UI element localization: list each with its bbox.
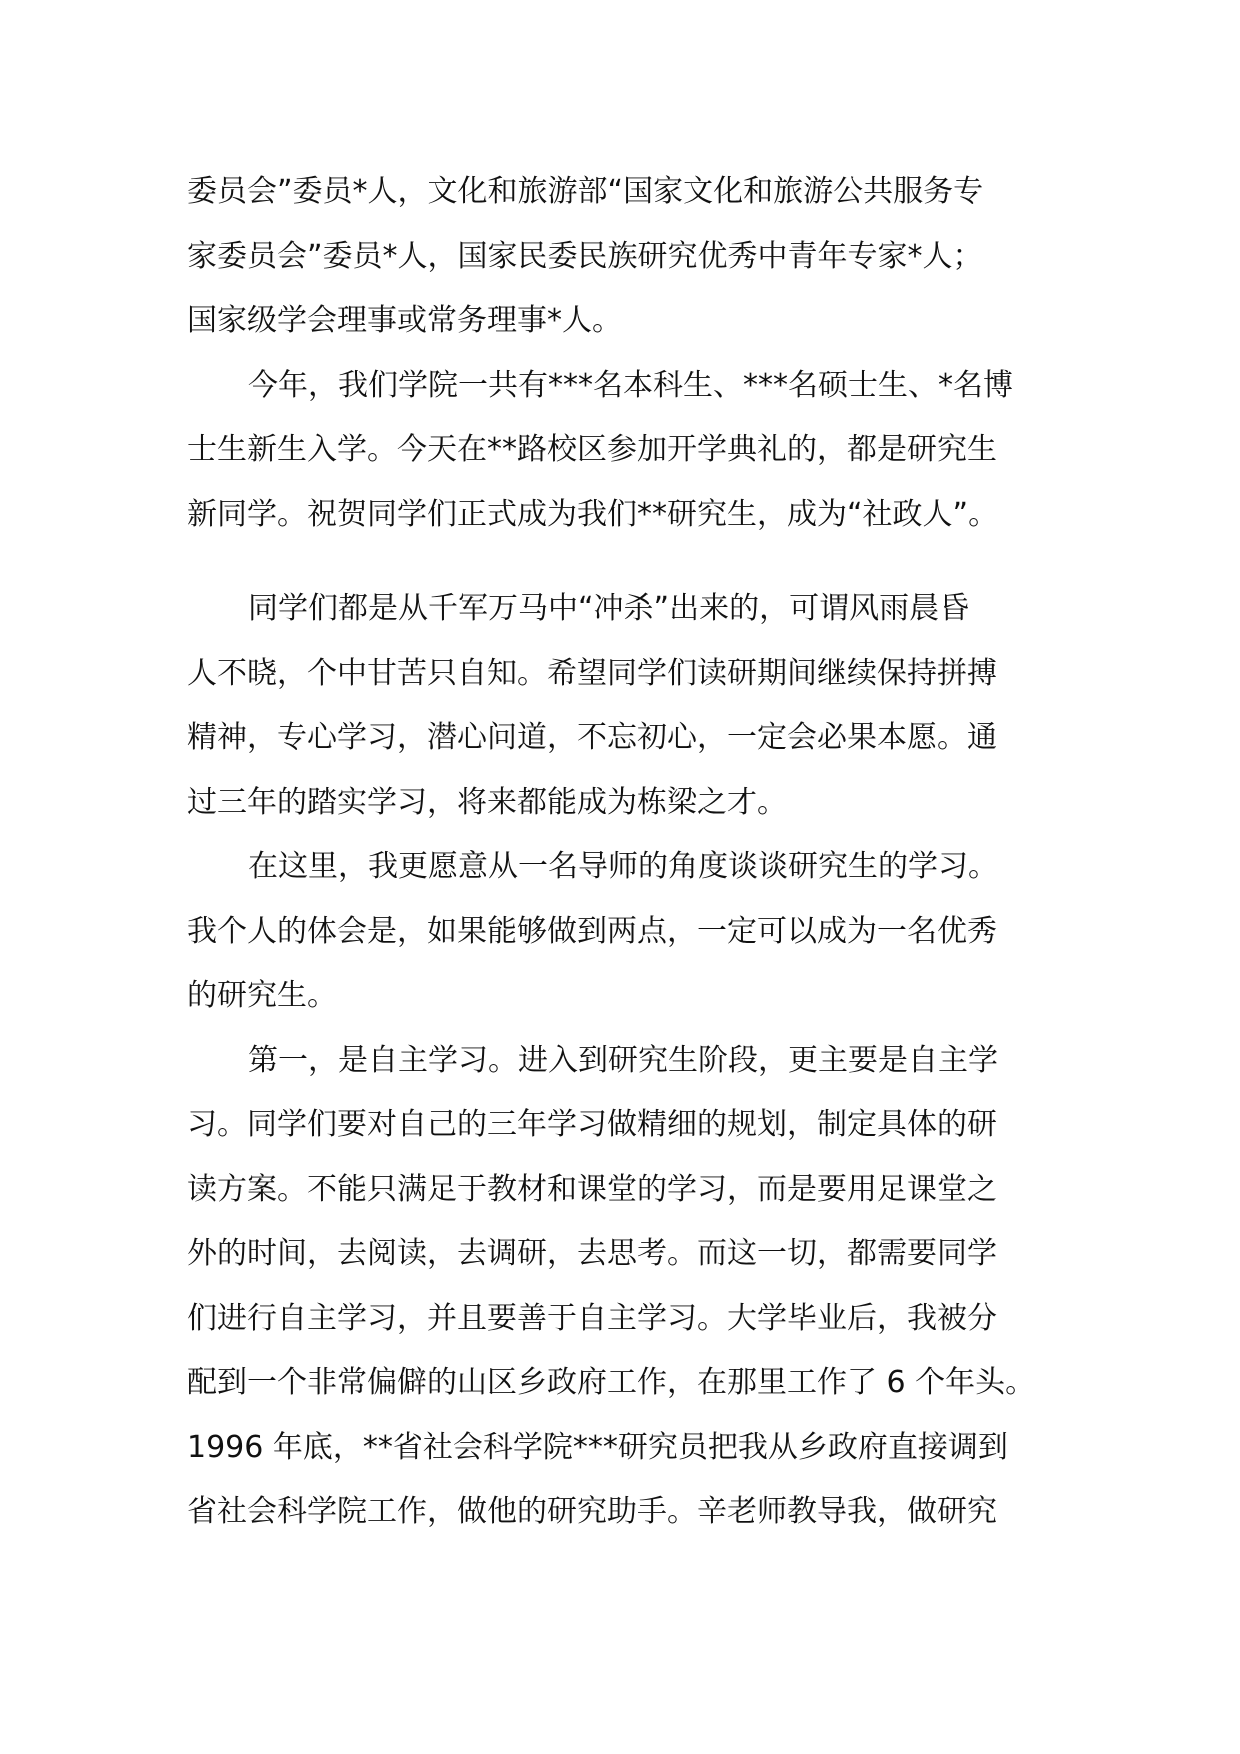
- text-line: 配到一个非常偏僻的山区乡政府工作，在那里工作了 6 个年头。: [187, 1365, 1036, 1400]
- paragraph-3: [187, 577, 1067, 835]
- text-line: 们进行自主学习，并且要善于自主学习。大学毕业后，我被分: [187, 1300, 997, 1336]
- text-line: 在这里，我更愿意从一名导师的角度谈谈研究生的学习。: [248, 849, 998, 884]
- paragraph-spacer: [187, 547, 1067, 577]
- text-line: 委员会”委员*人，文化和旅游部“国家文化和旅游公共服务专: [187, 174, 984, 209]
- paragraph-4: [187, 835, 1067, 1029]
- text-line: 家委员会”委员*人，国家民委民族研究优秀中青年专家*人；: [187, 238, 983, 274]
- text-line: 新同学。祝贺同学们正式成为我们**研究生，成为“社政人”。: [187, 496, 999, 532]
- paragraph-5: [187, 1029, 1067, 1545]
- text-line: 省社会科学院工作，做他的研究助手。辛老师教导我，做研究: [187, 1494, 997, 1529]
- text-line: 的研究生。: [187, 978, 337, 1013]
- text-line: 过三年的踏实学习，将来都能成为栋梁之才。: [187, 784, 787, 820]
- text-line: 士生新生入学。今天在**路校区参加开学典礼的，都是研究生: [187, 432, 997, 467]
- document-body: [187, 160, 1067, 1545]
- paragraph-1: [187, 160, 1067, 354]
- text-line: 今年，我们学院一共有***名本科生、***名硕士生、*名博: [248, 367, 1013, 403]
- text-line: 精神，专心学习，潜心问道，不忘初心，一定会必果本愿。通: [187, 720, 997, 755]
- text-line: 人不晓，个中甘苦只自知。希望同学们读研期间继续保持拼搏: [187, 655, 997, 691]
- text-line: 国家级学会理事或常务理事*人。: [187, 303, 622, 338]
- text-line: 第一，是自主学习。进入到研究生阶段，更主要是自主学: [248, 1042, 998, 1078]
- text-line: 外的时间，去阅读，去调研，去思考。而这一切，都需要同学: [187, 1236, 997, 1271]
- text-line: 1996 年底，**省社会科学院***研究员把我从乡政府直接调到: [187, 1429, 1008, 1465]
- text-line: 同学们都是从千军万马中“冲杀”出来的，可谓风雨晨昏: [248, 591, 970, 626]
- paragraph-2: [187, 354, 1067, 548]
- text-line: 读方案。不能只满足于教材和课堂的学习，而是要用足课堂之: [187, 1171, 997, 1207]
- text-line: 我个人的体会是，如果能够做到两点，一定可以成为一名优秀: [187, 913, 997, 949]
- text-line: 习。同学们要对自己的三年学习做精细的规划，制定具体的研: [187, 1107, 997, 1142]
